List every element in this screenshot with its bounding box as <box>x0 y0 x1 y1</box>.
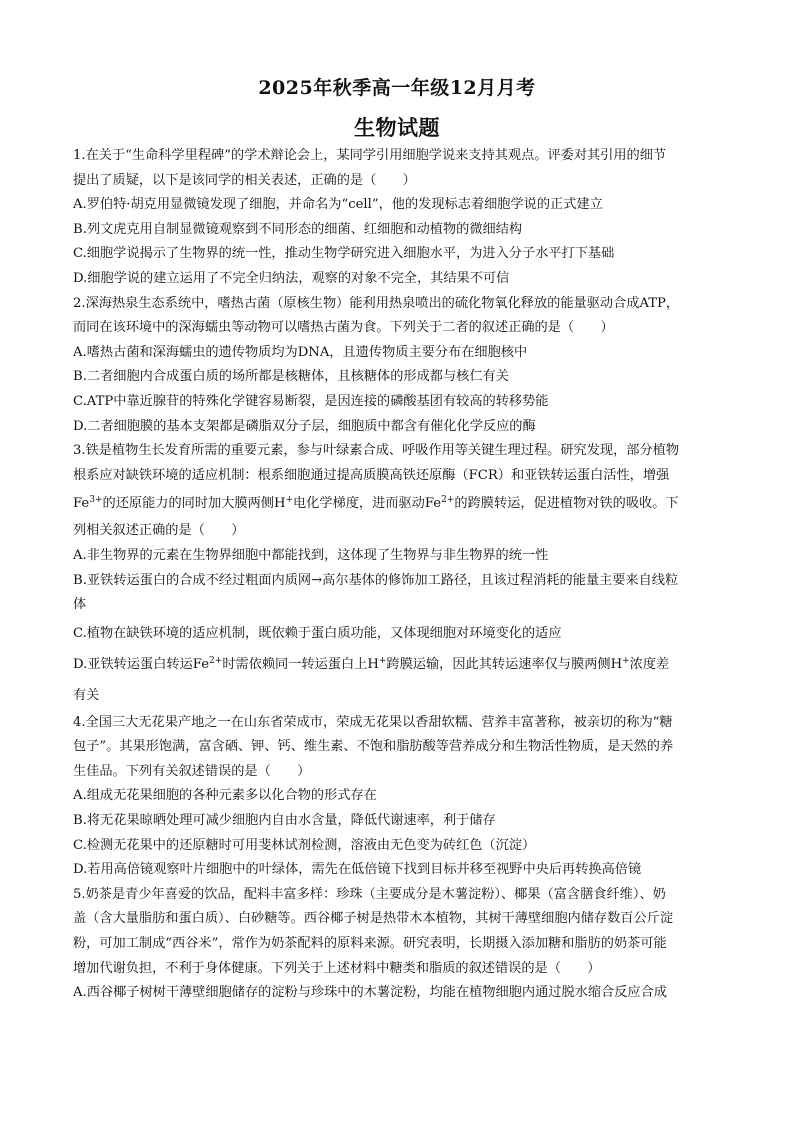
option-text: 时需依赖同一转运蛋白上H <box>222 656 379 672</box>
question-4-stem-end: 生佳品。下列有关叙述错误的是（ ） <box>73 763 311 779</box>
question-2-stem-cont: 而同在该环境中的深海蠕虫等动物可以嗜热古菌为食。下列关于二者的叙述正确的是（ ） <box>73 320 614 336</box>
question-5-stem-end: 增加代谢负担，不利于身体健康。下列关于上述材料中糖类和脂质的叙述错误的是（ ） <box>73 960 601 976</box>
question-3-stem: 3.铁是植物生长发育所需的重要元素，参与叶绿素合成、呼吸作用等关键生理过程。研究发现，部分植物 <box>73 443 680 459</box>
question-2-option-a: A.嗜热古菌和深海蠕虫的遗传物质均为DNA，且遗传物质主要分布在细胞核中 <box>73 344 528 360</box>
question-1-option-b: B.列文虎克用自制显微镜观察到不同形态的细菌、红细胞和动植物的微细结构 <box>73 221 523 237</box>
question-5-stem-cont: 盖（含大量脂肪和蛋白质）、白砂糖等。西谷椰子树是热带木本植物，其树干薄壁细胞内储存数百公斤淀 <box>73 911 674 927</box>
charge-plus: + <box>622 655 630 666</box>
question-3-option-b-cont: 体 <box>73 597 87 613</box>
question-3-option-d <box>73 649 723 680</box>
question-1-option-a: A.罗伯特·胡克用显微镜发现了细胞，并命名为“cell”，他的发现标志着细胞学说的正式建立 <box>73 197 603 213</box>
question-2-option-d: D.二者细胞膜的基本支架都是磷脂双分子层，细胞质中都含有催化化学反应的酶 <box>73 418 536 434</box>
option-text: 浓度差 <box>629 656 670 672</box>
question-1-option-d: D.细胞学说的建立运用了不完全归纳法，观察的对象不完全，其结果不可信 <box>73 270 510 286</box>
charge-3plus: 3+ <box>89 495 103 506</box>
question-2-option-b: B.二者细胞内合成蛋白质的场所都是核糖体，且核糖体的形成都与核仁有关 <box>73 369 509 385</box>
question-2-stem: 2.深海热泉生态系统中，嗜热古菌（原核生物）能利用热泉喷出的硫化物氧化释放的能量驱动合成ATP， <box>73 295 680 311</box>
exam-title: 2025年秋季高一年级12月月考 <box>258 77 536 99</box>
charge-plus: + <box>285 495 293 506</box>
question-3-option-b: B.亚铁转运蛋白的合成不经过粗面内质网→高尔基体的修饰加工路径，且该过程消耗的能量主要来自线粒 <box>73 572 679 588</box>
question-5-stem-cont: 粉，可加工制成“西谷米”，常作为奶茶配料的原料来源。研究表明，长期摄入添加糖和脂肪的奶茶可能 <box>73 936 667 952</box>
question-3-option-c: C.植物在缺铁环境的适应机制，既依赖于蛋白质功能，又体现细胞对环境变化的适应 <box>73 625 562 641</box>
question-4-stem-cont: 包子”。其果形饱满，富含硒、钾、钙、维生素、不饱和脂肪酸等营养成分和生物活性物质，是天然的养 <box>73 739 674 755</box>
subject-title: 生物试题 <box>354 115 440 140</box>
question-4-option-c: C.检测无花果中的还原糖时可用斐林试剂检测，溶液由无色变为砖红色（沉淀） <box>73 837 536 853</box>
stem-text: 的还原能力的同时加大膜两侧H <box>102 496 286 512</box>
question-5-option-a: A.西谷椰子树树干薄壁细胞储存的淀粉与珍珠中的木薯淀粉，均能在植物细胞内通过脱水缩合反应合成 <box>73 985 667 1001</box>
option-text: 跨膜运输，因此其转运速率仅与膜两侧H <box>386 656 623 672</box>
question-5-stem: 5.奶茶是青少年喜爱的饮品，配料丰富多样：珍珠（主要成分是木薯淀粉）、椰果（富含膳食纤维）、奶 <box>73 886 666 902</box>
stem-text: 的跨膜转运，促进植物对铁的吸收。下 <box>454 496 679 512</box>
question-3-stem-formula-line <box>73 488 723 519</box>
question-4-option-d: D.若用高倍镜观察叶片细胞中的叶绿体，需先在低倍镜下找到目标并移至视野中央后再转换高倍镜 <box>73 862 642 878</box>
question-list <box>73 144 723 1006</box>
question-3-stem-cont: 根系应对缺铁环境的适应机制：根系细胞通过提高质膜高铁还原酶（FCR）和亚铁转运蛋白活性，增强 <box>73 467 670 483</box>
fe-symbol: Fe <box>73 496 90 512</box>
question-4-option-a: A.组成无花果细胞的各种元素多以化合物的形式存在 <box>73 788 377 804</box>
question-1-stem-cont: 提出了质疑，以下是该同学的相关表述，正确的是（ ） <box>73 172 416 188</box>
question-1-stem: 1.在关于“生命科学里程碑”的学术辩论会上，某同学引用细胞学说来支持其观点。评委对其引用的细节 <box>73 148 667 163</box>
question-3-option-d-cont: 有关 <box>73 687 100 703</box>
question-2-option-c: C.ATP中靠近腺苷的特殊化学键容易断裂，是因连接的磷酸基团有较高的转移势能 <box>73 393 549 409</box>
question-3-option-a: A.非生物界的元素在生物界细胞中都能找到，这体现了生物界与非生物界的统一性 <box>73 547 549 563</box>
charge-2plus: 2+ <box>209 655 223 666</box>
option-text: D.亚铁转运蛋白转运Fe <box>73 656 210 672</box>
question-4-option-b: B.将无花果晾晒处理可减少细胞内自由水含量，降低代谢速率，利于储存 <box>73 813 496 829</box>
stem-text: 电化学梯度，进而驱动Fe <box>293 496 442 512</box>
question-1-option-c: C.细胞学说揭示了生物界的统一性，推动生物学研究进入细胞水平，为进入分子水平打下基础 <box>73 246 615 262</box>
question-3-stem-end: 列相关叙述正确的是（ ） <box>73 523 245 539</box>
charge-2plus: 2+ <box>441 495 455 506</box>
charge-plus: + <box>378 655 387 666</box>
question-4-stem: 4.全国三大无花果产地之一在山东省荣成市，荣成无花果以香甜软糯、营养丰富著称，被亲切的称为“糖 <box>73 714 673 730</box>
